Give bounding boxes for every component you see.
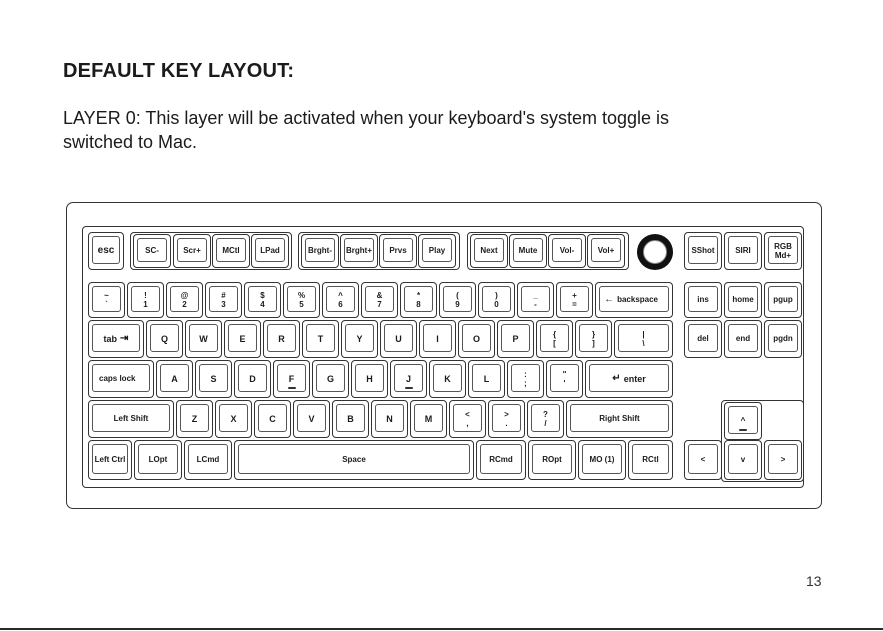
key-label: I <box>436 334 439 344</box>
key-label: enter <box>623 374 646 384</box>
key-o[interactable] <box>458 320 495 358</box>
key-esc-label: esc <box>97 245 115 256</box>
key-3[interactable] <box>205 282 242 318</box>
key-label: C <box>269 414 276 424</box>
key-g[interactable] <box>312 360 349 398</box>
key-prvs[interactable] <box>379 234 417 268</box>
key-6[interactable] <box>322 282 359 318</box>
key-label: SIRI <box>735 246 751 255</box>
key-label-top: RGB <box>774 242 792 251</box>
key-l[interactable] <box>468 360 505 398</box>
key-label-top: + <box>572 291 577 300</box>
key-minus[interactable] <box>517 282 554 318</box>
key-label-bottom: 9 <box>455 300 460 309</box>
key-label: Brght- <box>308 246 332 255</box>
key-label: backspace <box>617 295 658 304</box>
key-label: T <box>317 334 324 344</box>
key-label-bottom: , <box>466 419 469 428</box>
key-label-top: : <box>524 370 527 379</box>
key-label-bottom: 2 <box>182 300 187 309</box>
key-2[interactable] <box>166 282 203 318</box>
key-pgup[interactable] <box>764 282 802 318</box>
enter-arrow-icon: ↵ <box>612 373 621 384</box>
key-label-top: ! <box>144 291 147 300</box>
key-vol-down[interactable] <box>548 234 586 268</box>
backspace-arrow-icon: ← <box>604 294 615 305</box>
key-label-bottom: 4 <box>260 300 265 309</box>
key-label: S <box>210 374 217 384</box>
key-label: pgup <box>773 295 793 304</box>
key-label-top: ^ <box>338 291 343 300</box>
key-n[interactable] <box>371 400 408 438</box>
key-label: B <box>347 414 354 424</box>
key-label: MCtl <box>222 246 240 255</box>
key-label: U <box>395 334 402 344</box>
key-brght-up[interactable] <box>340 234 378 268</box>
key-label: V <box>308 414 315 424</box>
key-comma[interactable] <box>449 400 486 438</box>
key-label-bottom: 1 <box>143 300 148 309</box>
key-label: Prvs <box>389 246 407 255</box>
homing-bump <box>288 387 296 389</box>
key-left-bracket[interactable] <box>536 320 573 358</box>
key-label-bottom: 8 <box>416 300 421 309</box>
key-label: Z <box>191 414 198 424</box>
key-siri[interactable] <box>724 232 762 270</box>
intro-paragraph: LAYER 0: This layer will be activated when your keyboard's system toggle is switched to Mac. <box>63 108 670 152</box>
key-w[interactable] <box>185 320 222 358</box>
key-y[interactable] <box>341 320 378 358</box>
key-9[interactable] <box>439 282 476 318</box>
arrow-left-icon: < <box>700 455 706 464</box>
key-enter[interactable] <box>585 360 673 398</box>
page-heading: DEFAULT KEY LAYOUT: <box>63 60 295 82</box>
key-r[interactable] <box>263 320 300 358</box>
key-label-bottom: . <box>505 419 508 428</box>
key-label-top: $ <box>260 291 265 300</box>
volume-knob[interactable] <box>637 234 673 270</box>
key-label-top: ) <box>495 291 498 300</box>
key-0[interactable] <box>478 282 515 318</box>
key-left-cmd[interactable] <box>184 440 232 480</box>
key-label-bottom: = <box>572 300 577 309</box>
key-4[interactable] <box>244 282 281 318</box>
key-label-top: < <box>465 410 470 419</box>
key-d[interactable] <box>234 360 271 398</box>
key-label-bottom: 0 <box>494 300 499 309</box>
key-home[interactable] <box>724 282 762 318</box>
key-label: O <box>472 334 480 344</box>
homing-bump <box>405 387 413 389</box>
key-label-bottom: 6 <box>338 300 343 309</box>
key-pgdn[interactable] <box>764 320 802 358</box>
key-label: D <box>249 374 256 384</box>
key-label: K <box>444 374 451 384</box>
key-period[interactable] <box>488 400 525 438</box>
key-label: pgdn <box>773 334 793 343</box>
key-arrow-up[interactable] <box>724 402 762 440</box>
key-arrow-right[interactable] <box>764 440 802 480</box>
key-label-bottom: - <box>534 300 537 309</box>
key-1[interactable] <box>127 282 164 318</box>
key-right-cmd[interactable] <box>476 440 526 480</box>
key-p[interactable] <box>497 320 534 358</box>
key-label: A <box>171 374 178 384</box>
key-label: LCmd <box>196 455 220 464</box>
key-label: Scr+ <box>183 246 201 255</box>
key-q[interactable] <box>146 320 183 358</box>
key-s[interactable] <box>195 360 232 398</box>
key-a[interactable] <box>156 360 193 398</box>
key-label-top: } <box>591 330 596 339</box>
key-label: R <box>278 334 285 344</box>
key-label: end <box>735 334 751 343</box>
tab-icon: ⇥ <box>120 333 129 344</box>
key-e[interactable] <box>224 320 261 358</box>
key-mctl[interactable] <box>212 234 250 268</box>
key-vol-up[interactable] <box>587 234 625 268</box>
key-left-ctrl[interactable] <box>88 440 132 480</box>
key-label-top: * <box>416 291 421 300</box>
key-x[interactable] <box>215 400 252 438</box>
key-t[interactable] <box>302 320 339 358</box>
key-del[interactable] <box>684 320 722 358</box>
key-label-bottom: 7 <box>377 300 382 309</box>
key-tilde[interactable] <box>88 282 125 318</box>
key-tab[interactable] <box>88 320 144 358</box>
key-f[interactable] <box>273 360 310 398</box>
key-label-top: ? <box>543 410 548 419</box>
key-esc[interactable] <box>88 232 124 270</box>
key-label-bottom: [ <box>553 339 556 348</box>
key-scr[interactable] <box>173 234 211 268</box>
key-m[interactable] <box>410 400 447 438</box>
key-label-top: ( <box>456 291 459 300</box>
key-label: P <box>512 334 519 344</box>
key-label-bottom: Md+ <box>774 251 792 260</box>
key-label: M <box>424 414 433 424</box>
key-label-bottom: 3 <box>221 300 226 309</box>
key-label: L <box>483 374 490 384</box>
key-arrow-left[interactable] <box>684 440 722 480</box>
key-label: Y <box>356 334 363 344</box>
arrow-right-icon: > <box>780 455 786 464</box>
key-label-top: > <box>504 410 509 419</box>
key-v[interactable] <box>293 400 330 438</box>
key-label: SC- <box>145 246 159 255</box>
key-8[interactable] <box>400 282 437 318</box>
key-h[interactable] <box>351 360 388 398</box>
key-label-top: @ <box>180 291 189 300</box>
key-label: Space <box>342 455 366 464</box>
key-label: Right Shift <box>599 414 640 423</box>
key-label: LOpt <box>148 455 168 464</box>
key-label: W <box>199 334 208 344</box>
key-slash[interactable] <box>527 400 564 438</box>
key-label-top: " <box>562 370 567 379</box>
key-label: H <box>366 374 373 384</box>
key-i[interactable] <box>419 320 456 358</box>
key-label: RCtl <box>642 455 659 464</box>
key-label: J <box>405 374 411 384</box>
key-label: Next <box>480 246 498 255</box>
key-equal[interactable] <box>556 282 593 318</box>
key-label: ROpt <box>542 455 562 464</box>
key-label: Q <box>160 334 168 344</box>
key-label-top: & <box>376 291 383 300</box>
key-5[interactable] <box>283 282 320 318</box>
key-label-bottom: ] <box>592 339 595 348</box>
key-label: N <box>386 414 393 424</box>
page-number: 13 <box>806 573 822 589</box>
key-label: home <box>732 295 754 304</box>
key-quote[interactable] <box>546 360 583 398</box>
key-label: SShot <box>691 246 715 255</box>
key-label: ins <box>697 295 709 304</box>
bottom-divider <box>0 628 883 630</box>
arrow-up-icon: ^ <box>740 416 746 425</box>
homing-bump <box>739 429 747 431</box>
key-label: G <box>326 374 334 384</box>
key-left-opt[interactable] <box>134 440 182 480</box>
key-mo1[interactable] <box>578 440 626 480</box>
key-label: Play <box>428 246 446 255</box>
key-brght-down[interactable] <box>301 234 339 268</box>
key-label: Left Ctrl <box>94 455 126 464</box>
key-z[interactable] <box>176 400 213 438</box>
key-label: Mute <box>518 246 538 255</box>
key-label: F <box>288 374 295 384</box>
knob-cap <box>643 240 667 264</box>
key-rgb-mode[interactable] <box>764 232 802 270</box>
key-label-bottom: \ <box>642 339 645 348</box>
key-label: del <box>697 334 709 343</box>
key-b[interactable] <box>332 400 369 438</box>
key-label-top: % <box>297 291 306 300</box>
key-sshot[interactable] <box>684 232 722 270</box>
key-label: LPad <box>260 246 280 255</box>
key-label: Vol- <box>559 246 575 255</box>
key-sc[interactable] <box>133 234 171 268</box>
key-label-top: # <box>221 291 226 300</box>
key-c[interactable] <box>254 400 291 438</box>
key-lpad[interactable] <box>251 234 289 268</box>
key-caps-lock[interactable] <box>88 360 154 398</box>
key-j[interactable] <box>390 360 427 398</box>
key-label: Vol+ <box>597 246 615 255</box>
key-semicolon[interactable] <box>507 360 544 398</box>
key-play[interactable] <box>418 234 456 268</box>
key-label: Left Shift <box>113 414 149 423</box>
arrow-down-icon: v <box>740 455 746 464</box>
key-label: MO (1) <box>589 455 615 464</box>
key-label: E <box>239 334 246 344</box>
key-k[interactable] <box>429 360 466 398</box>
key-ins[interactable] <box>684 282 722 318</box>
key-right-shift[interactable] <box>566 400 673 438</box>
key-label-top: { <box>552 330 557 339</box>
key-label-bottom: ' <box>563 379 566 388</box>
key-u[interactable] <box>380 320 417 358</box>
key-label: tab <box>103 334 118 344</box>
key-mute[interactable] <box>509 234 547 268</box>
key-next[interactable] <box>470 234 508 268</box>
key-label-top: | <box>642 330 645 339</box>
key-label: caps lock <box>99 374 136 383</box>
key-arrow-down[interactable] <box>724 440 762 480</box>
key-space[interactable] <box>234 440 474 480</box>
key-label: RCmd <box>489 455 513 464</box>
key-label-top: _ <box>533 291 538 300</box>
key-right-bracket[interactable] <box>575 320 612 358</box>
key-label-top: ~ <box>104 291 109 300</box>
key-label-bottom: 5 <box>299 300 304 309</box>
key-label-bottom: / <box>544 419 547 428</box>
key-label-bottom: ; <box>524 379 527 388</box>
key-backspace[interactable] <box>595 282 673 318</box>
key-label-bottom: ` <box>105 300 108 309</box>
key-left-shift[interactable] <box>88 400 174 438</box>
key-end[interactable] <box>724 320 762 358</box>
key-right-ctrl[interactable] <box>628 440 673 480</box>
key-7[interactable] <box>361 282 398 318</box>
key-label: Brght+ <box>346 246 372 255</box>
key-backslash[interactable] <box>614 320 673 358</box>
key-label: X <box>230 414 237 424</box>
key-right-opt[interactable] <box>528 440 576 480</box>
